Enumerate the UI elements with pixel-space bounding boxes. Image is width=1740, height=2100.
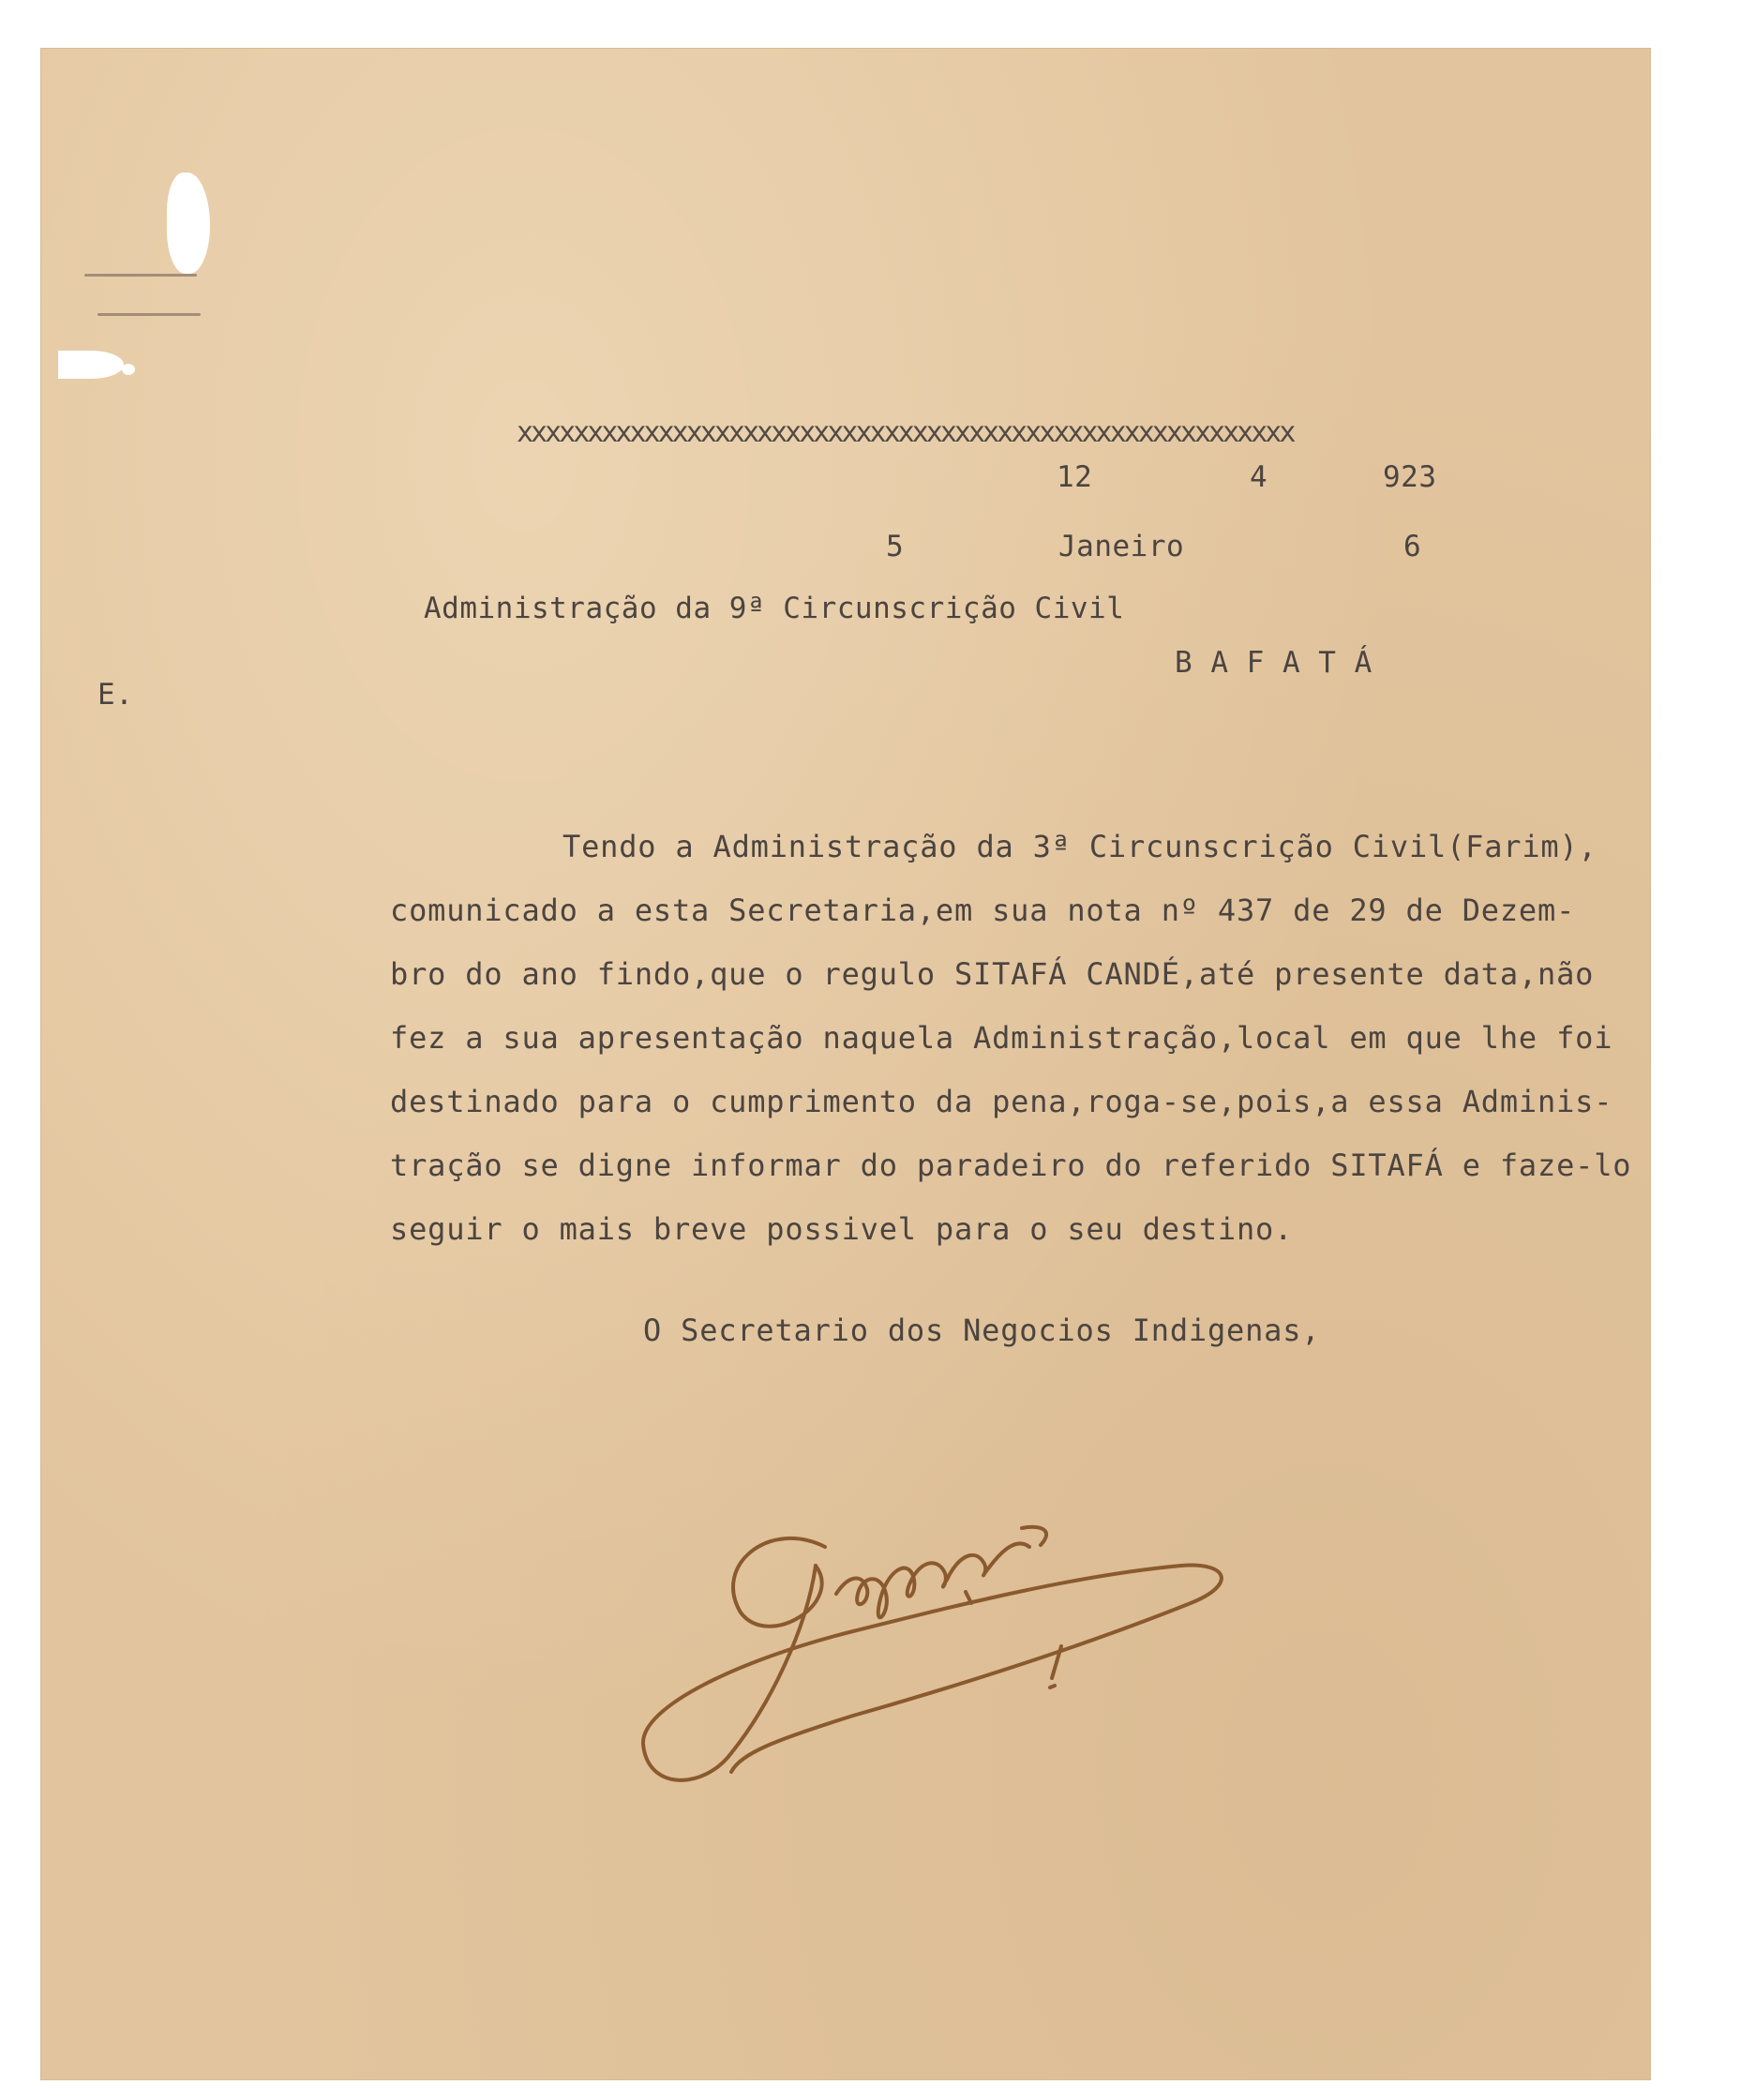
addressee: Administração da 9ª Circunscrição Civil	[424, 592, 1125, 625]
ref-number-2: 4	[1250, 460, 1268, 494]
ref-number-1: 12	[1057, 460, 1093, 494]
closing-line: O Secretario dos Negocios Indigenas,	[643, 1312, 1321, 1348]
date-month: Janeiro	[1058, 530, 1185, 563]
body-line-5: destinado para o cumprimento da pena,roga-se,pois,a essa Adminis-	[390, 1084, 1613, 1119]
date-day: 5	[886, 530, 905, 563]
body-line-7: seguir o mais breve possivel para o seu destino.	[390, 1211, 1294, 1247]
body-line-6: tração se digne informar do paradeiro do referido SITAFÁ e faze-lo	[390, 1148, 1632, 1183]
margin-mark: E.	[98, 678, 134, 712]
ink-smudge	[98, 313, 201, 316]
ink-smudge	[84, 274, 197, 277]
body-line-4: fez a sua apresentação naquela Administração,local em que lhe foi	[390, 1020, 1613, 1056]
body-line-2: comunicado a esta Secretaria,em sua nota nº 437 de 29 de Dezem-	[390, 892, 1576, 928]
paper-tear	[58, 351, 124, 379]
date-year-digit: 6	[1403, 530, 1422, 563]
ref-number-3: 923	[1383, 460, 1437, 494]
city: B A F A T Á	[1175, 646, 1372, 680]
separator-line: xxxxxxxxxxxxxxxxxxxxxxxxxxxxxxxxxxxxxxxxxxxxxxxxxxxxxxx	[517, 416, 1294, 446]
body-line-3: bro do ano findo,que o regulo SITAFÁ CANDÉ,até presente data,não	[390, 956, 1595, 992]
punch-hole	[167, 172, 210, 274]
handwritten-signature	[628, 1462, 1247, 1809]
paper-tear-small	[122, 364, 135, 375]
body-line-1: Tendo a Administração da 3ª Circunscrição Civil(Farim),	[562, 829, 1598, 864]
